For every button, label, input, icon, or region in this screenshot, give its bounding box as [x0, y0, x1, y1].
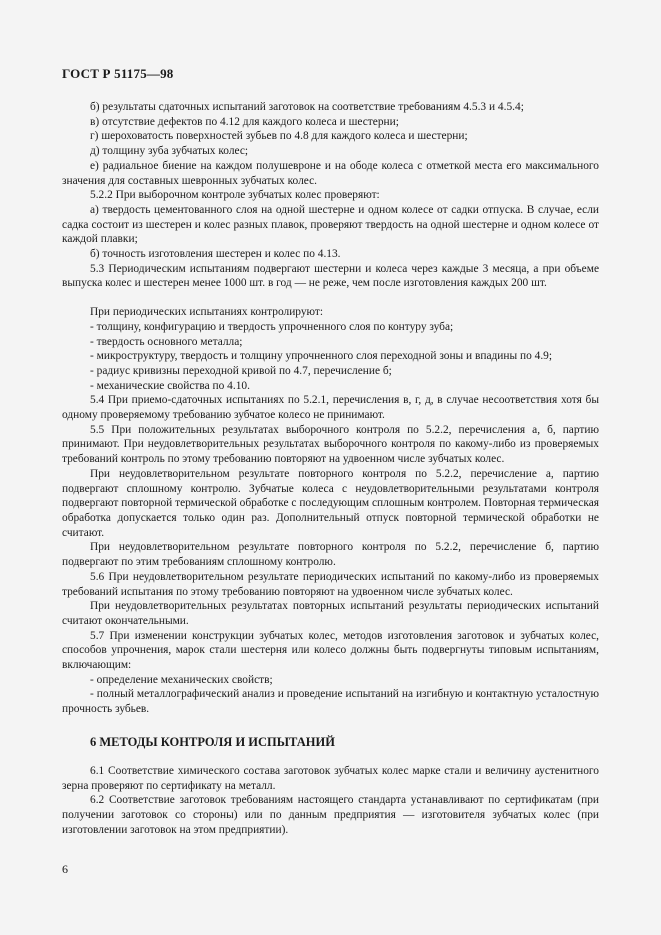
- section-heading: 6 МЕТОДЫ КОНТРОЛЯ И ИСПЫТАНИЙ: [90, 734, 335, 749]
- paragraph: При неудовлетворительном результате повторного контроля по 5.2.2, перечисление а, партию подвергают сплошному контролю. Зубчатые колеса с неудовлетворительными результатами контроля подвергают повторной термической обработке с последующим сплошным контролем. Повторная термическая обработка допускается только один раз. Дополнительный отпуск повторной термической обработки не считают.: [62, 467, 599, 539]
- paragraph: 5.7 При изменении конструкции зубчатых колес, методов изготовления заготовок и зубчатых колес, способов упрочнения, марок стали шестерня или колесо должны быть подвергнуты типовым испытаниям, включающим:: [62, 629, 599, 672]
- paragraph: б) результаты сдаточных испытаний заготовок на соответствие требованиям 4.5.3 и 4.5.4;: [90, 101, 524, 113]
- paragraph: б) точность изготовления шестерен и колес по 4.13.: [90, 248, 341, 261]
- paragraph: 5.5 При положительных результатах выборочного контроля по 5.2.2, перечисления а, б, партию принимают. При неудовлетворительных результатах выборочного контроля по какому-либо из проверяемых требований контроль по этому требованию повторяют на удвоенном числе зубчатых колес.: [62, 423, 599, 466]
- paragraph: 5.4 При приемо-сдаточных испытаниях по 5.2.1, перечисления в, г, д, в случае несоответствия хотя бы одному проверяемому требованию зубчатое колесо не принимают.: [62, 394, 599, 422]
- paragraph: 5.2.2 При выборочном контроле зубчатых колес проверяют:: [90, 189, 380, 202]
- paragraph: 6.1 Соответствие химического состава заготовок зубчатых колес марке стали и величину аустенитного зерна проверяют по сертификату на металл.: [62, 764, 599, 792]
- paragraph: г) шероховатость поверхностей зубьев по 4.8 для каждого колеса и шестерни;: [90, 130, 468, 143]
- paragraph: 5.3 Периодическим испытаниям подвергают шестерни и колеса через каждые 3 месяца, а при объеме выпуска колес и шестерен менее 1000 шт. в год — не реже, чем после изготовления каждых 200 шт.: [62, 262, 599, 290]
- paragraph: 6.2 Соответствие заготовок требованиям настоящего стандарта устанавливают по сертификатам (при получении заготовок со стороны) или по данным предприятия — изготовителя зубчатых колес (при изготовлении заготовок на этом предприятии).: [62, 794, 599, 836]
- document-body: [62, 100, 599, 837]
- list-item: - твердость основного металла;: [90, 335, 243, 348]
- paragraph: в) отсутствие дефектов по 4.12 для каждого колеса и шестерни;: [90, 115, 399, 128]
- paragraph: 5.6 При неудовлетворительном результате периодических испытаний по какому-либо из проверяемых требований испытания по этому требованию повторяют на удвоенном числе зубчатых колес.: [62, 570, 599, 598]
- paragraph: При неудовлетворительных результатах повторных испытаний результаты периодических испытаний считают окончательными.: [62, 600, 599, 627]
- list-item: - микроструктуру, твердость и толщину упрочненного слоя переходной зоны и впадины по 4.9;: [90, 350, 553, 363]
- list-item: - определение механических свойств;: [90, 673, 273, 686]
- list-item: - радиус кривизны переходной кривой по 4.7, перечисление б;: [90, 364, 392, 377]
- paragraph: д) толщину зуба зубчатых колес;: [90, 145, 249, 158]
- paragraph: е) радиальное биение на каждом полушевроне и на ободе колеса с отметкой места его максимального значения для составных шевронных зубчатых колес.: [62, 159, 599, 187]
- standard-header: ГОСТ Р 51175—98: [62, 66, 174, 81]
- paragraph: а) твердость цементованного слоя на одной шестерне и одном колесе от садки отпуска. В случае, если садка состоит из шестерен и колес разных плавок, проверяют твердость на одной шестерне и одном колесе от каждой плавки;: [62, 203, 599, 246]
- list-item: - толщину, конфигурацию и твердость упрочненного слоя по контуру зуба;: [90, 320, 454, 333]
- list-item: - механические свойства по 4.10.: [90, 379, 250, 392]
- paragraph: При неудовлетворительном результате повторного контроля по 5.2.2, перечисление б, партию подвергают по этим требованиям сплошному контролю.: [62, 541, 599, 569]
- paragraph: При периодических испытаниях контролируют:: [90, 306, 324, 319]
- list-item: - полный металлографический анализ и проведение испытаний на изгибную и контактную усталостную прочность зубьев.: [62, 688, 599, 716]
- page-number: 6: [62, 862, 68, 876]
